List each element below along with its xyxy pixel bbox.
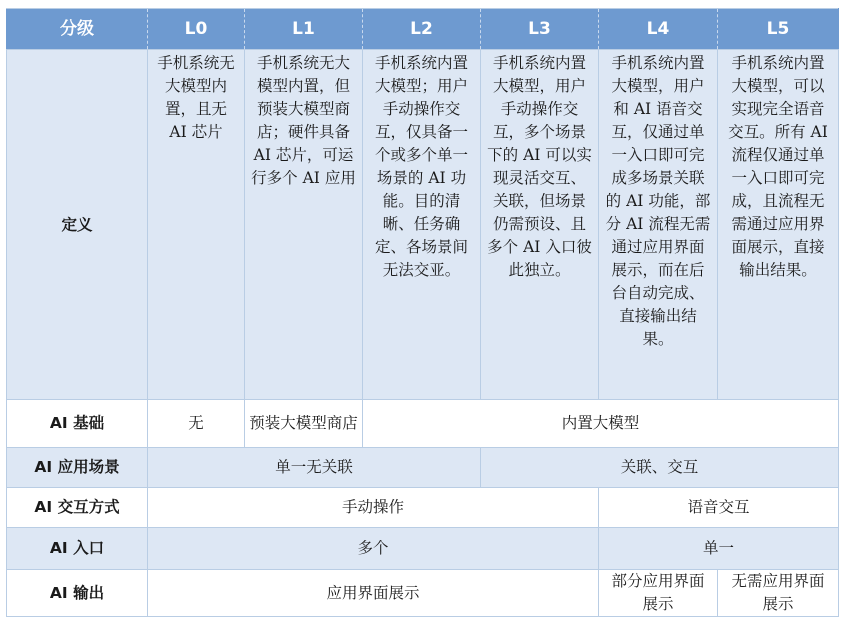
row-label-ai-entry: AI 入口: [7, 528, 148, 570]
row-label-ai-scene: AI 应用场景: [7, 448, 148, 488]
ai-interaction-row: [7, 488, 839, 528]
definition-cell-l3: 手机系统内置大模型，用户手动操作交互，多个场景下的 AI 可以实现灵活交互、关联，但场景仍需预设、且多个 AI 入口彼此独立。: [481, 50, 599, 400]
definition-row: [7, 50, 839, 400]
row-label-ai-output: AI 输出: [7, 570, 148, 617]
header-row: [7, 9, 839, 50]
ai-base-row: [7, 400, 839, 448]
ai-output-row: [7, 570, 839, 617]
ai-scene-cell-l3-l5: 关联、交互: [481, 448, 839, 488]
ai-entry-cell-l4-l5: 单一: [599, 528, 839, 570]
ai-output-cell-l5: 无需应用界面展示: [718, 570, 839, 617]
header-level-l5: L5: [718, 9, 839, 50]
header-level-l3: L3: [481, 9, 599, 50]
ai-level-table: [6, 8, 839, 617]
header-level-l2: L2: [363, 9, 481, 50]
ai-base-cell-l0: 无: [148, 400, 245, 448]
row-label-definition: 定义: [7, 50, 148, 400]
definition-cell-l5: 手机系统内置大模型，可以实现完全语音交互。所有 AI 流程仅通过单一入口即可完成，且流程无需通过应用界面展示，直接输出结果。: [718, 50, 839, 400]
header-level-l0: L0: [148, 9, 245, 50]
ai-interaction-cell-l0-l3: 手动操作: [148, 488, 599, 528]
ai-base-cell-l1: 预装大模型商店: [245, 400, 363, 448]
definition-cell-l1: 手机系统无大模型内置，但预装大模型商店；硬件具备 AI 芯片，可运行多个 AI 应用: [245, 50, 363, 400]
ai-entry-cell-l0-l3: 多个: [148, 528, 599, 570]
row-label-ai-base: AI 基础: [7, 400, 148, 448]
definition-cell-l2: 手机系统内置大模型；用户手动操作交互，仅具备一个或多个单一场景的 AI 功能。目的清晰、任务确定、各场景间无法交亚。: [363, 50, 481, 400]
ai-base-cell-l2-l5: 内置大模型: [363, 400, 839, 448]
ai-entry-row: [7, 528, 839, 570]
ai-output-cell-l4: 部分应用界面展示: [599, 570, 718, 617]
definition-cell-l4: 手机系统内置大模型，用户和 AI 语音交互，仅通过单一入口即可完成多场景关联的 AI 功能，部分 AI 流程无需通过应用界面展示，而在后台自动完成、直接输出结果。: [599, 50, 718, 400]
row-label-ai-interaction: AI 交互方式: [7, 488, 148, 528]
ai-interaction-cell-l4-l5: 语音交互: [599, 488, 839, 528]
ai-output-cell-l0-l3: 应用界面展示: [148, 570, 599, 617]
definition-cell-l0: 手机系统无大模型内置，且无 AI 芯片: [148, 50, 245, 400]
ai-scene-cell-l0-l2: 单一无关联: [148, 448, 481, 488]
ai-scene-row: [7, 448, 839, 488]
header-level-l1: L1: [245, 9, 363, 50]
header-level-l4: L4: [599, 9, 718, 50]
header-corner: 分级: [7, 9, 148, 50]
